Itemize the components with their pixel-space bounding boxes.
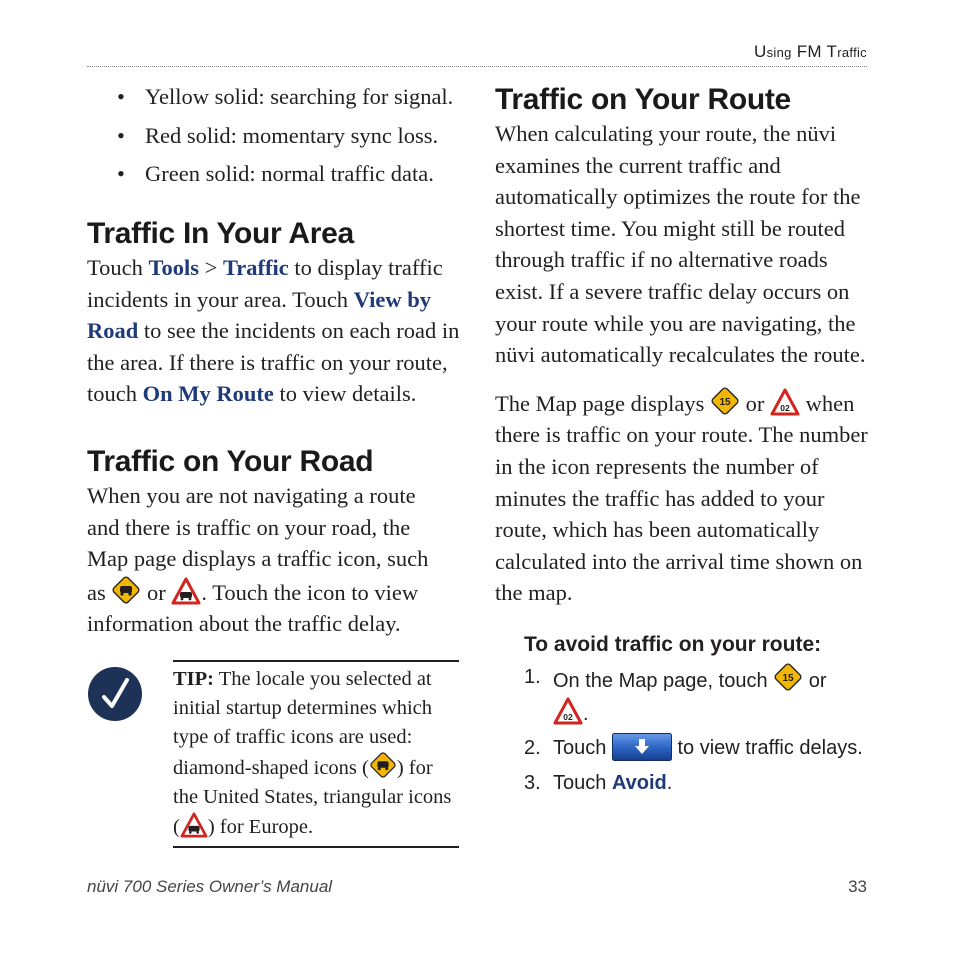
tip-label: TIP: [173, 668, 214, 690]
avoid-ref: Avoid [611, 772, 667, 794]
section-body: When you are not navigating a route and there is traffic on your road, the Map page displays a traffic icon, such as or . Touch the icon to view information about the traffic delay. [87, 483, 429, 637]
page-number: 33 [848, 877, 867, 896]
traffic-diamond-icon [111, 575, 141, 605]
on-my-route-ref: On My Route [142, 381, 274, 407]
section-heading: Traffic In Your Area [87, 217, 354, 250]
svg-text:02: 02 [563, 712, 573, 722]
status-bullet-list [114, 78, 474, 194]
svg-text:02: 02 [780, 402, 790, 413]
step-item: 3. Touch Avoid. [524, 772, 673, 794]
traffic-diamond-icon [369, 751, 397, 779]
view-by-road-ref: View by Road [87, 286, 431, 344]
traffic-menu-ref: Traffic [222, 255, 289, 280]
manual-title: nüvi 700 Series Owner’s Manual [87, 877, 333, 896]
running-header: Using FM Traffic [754, 42, 867, 61]
tip-box: TIP: The locale you selected at initial startup determines which type of traffic icons are used: diamond-shaped icons ( ) for the United States, triangular icons ( ) for Europe. [173, 660, 459, 848]
section-body: When calculating your route, the nüvi examines the current traffic and automatically optimizes the route for the shortest time. You might still be routed through traffic if no alternative roads exist. If a severe traffic delay occurs on your route while you are navigating, the nüvi automatically recalculates the route. [495, 121, 866, 368]
step-item: 2. Touch to view traffic delays. [524, 733, 884, 764]
section-body: The Map page displays 15 or 02 when there is traffic on your route. The number in the icon represents the number of minutes the traffic has added to your route, which has been automatically calculated into the arrival time shown on the map. [495, 386, 870, 609]
section-traffic-route [495, 82, 870, 609]
down-arrow-button-icon [612, 733, 672, 761]
section-heading: Traffic on Your Road [87, 445, 374, 478]
list-item: • Red solid: momentary sync loss. [114, 117, 474, 156]
traffic-triangle-icon [171, 577, 201, 605]
procedure-steps [524, 662, 884, 799]
delay-triangle-icon [770, 388, 800, 416]
list-item: • Yellow solid: searching for signal. [114, 78, 474, 117]
list-item: • Green solid: normal traffic data. [114, 155, 474, 194]
delay-triangle-icon [553, 697, 583, 725]
procedure-heading: To avoid traffic on your route: [524, 633, 822, 656]
delay-diamond-icon [710, 386, 740, 416]
step-item: 1. On the Map page, touch 15 or 02 . [524, 662, 884, 730]
section-traffic-road [87, 444, 437, 640]
tools-menu-ref: Tools [148, 255, 199, 280]
section-heading: Traffic on Your Route [495, 83, 791, 116]
svg-text:15: 15 [719, 396, 731, 408]
delay-diamond-icon [773, 662, 803, 692]
traffic-triangle-icon [180, 812, 208, 838]
tip-checkmark-icon [87, 666, 143, 727]
header-divider [87, 66, 867, 67]
svg-text:15: 15 [782, 673, 794, 684]
section-traffic-area [87, 216, 463, 410]
section-body: Touch Tools > Traffic to display traffic incidents in your area. Touch View by Road to see the incidents on each road in the area. If there is traffic on your route, touch On My Route to view details. [87, 255, 460, 407]
